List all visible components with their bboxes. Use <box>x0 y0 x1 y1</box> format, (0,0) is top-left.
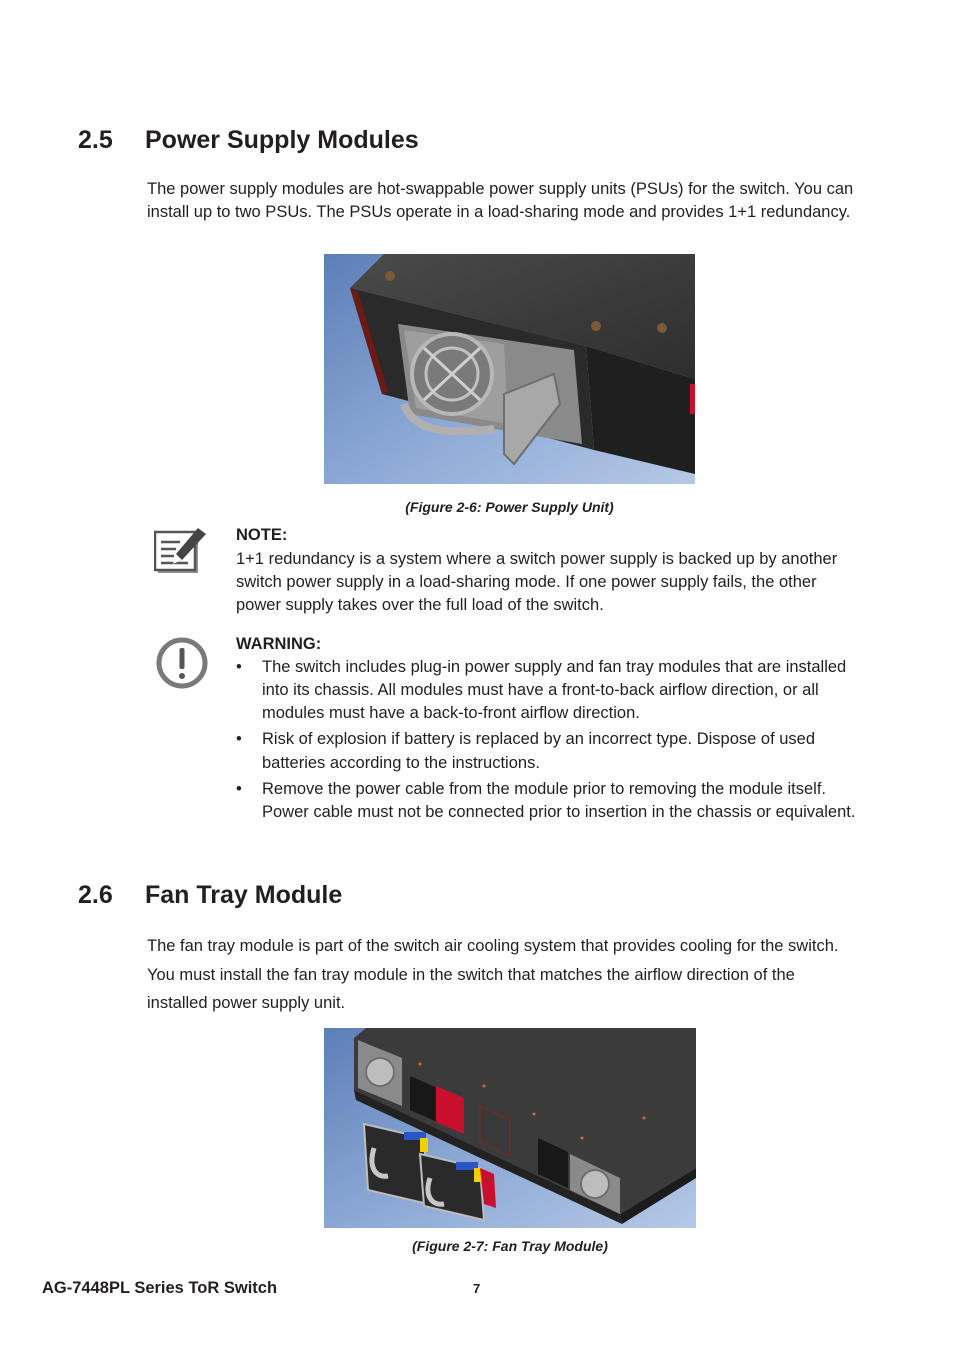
warning-item-text: Risk of explosion if battery is replaced by an incorrect type. Dispose of used batteries according to the instructions. <box>262 730 816 772</box>
note-icon-wrapper <box>154 527 210 577</box>
list-item <box>236 656 866 726</box>
fan-figure-caption: (Figure 2-7: Fan Tray Module) <box>412 1238 608 1254</box>
warning-item-text: Remove the power cable from the module prior to removing the module itself. Power cable must not be connected prior to insertion in the chassis or equivalent. <box>262 779 856 821</box>
psu-figure <box>324 254 695 484</box>
exclamation-circle-icon <box>155 636 209 690</box>
list-item <box>236 728 866 774</box>
fan-figure <box>324 1028 696 1228</box>
section-heading-fan <box>78 881 342 910</box>
section-number: 2.5 <box>78 126 113 154</box>
section-title: Power Supply Modules <box>145 126 419 154</box>
warning-title: WARNING: <box>236 635 322 653</box>
warning-list <box>236 656 866 827</box>
section-number: 2.6 <box>78 881 113 909</box>
footer-product-name: AG-7448PL Series ToR Switch <box>42 1279 278 1297</box>
note-pencil-icon <box>154 527 210 577</box>
bullet: • <box>236 730 242 749</box>
note-text: 1+1 redundancy is a system where a switch power supply is backed up by another switch power supply in a load-sharing mode. If one power supply fails, the other power supply takes over the full load of the switch. <box>236 550 838 615</box>
page-number: 7 <box>473 1281 481 1296</box>
psu-illustration <box>324 254 695 484</box>
bullet: • <box>236 658 242 676</box>
list-item <box>236 778 866 824</box>
warning-item-text: The switch includes plug-in power supply and fan tray modules that are installed into its chassis. All modules must have a front-to-back airflow direction, or all modules must have a back-to-front airflow direction. <box>262 658 847 723</box>
section-title: Fan Tray Module <box>145 881 343 909</box>
fan-tray-illustration <box>324 1028 696 1228</box>
psu-paragraph: The power supply modules are hot-swappable power supply units (PSUs) for the switch. You can install up to two PSUs. The PSUs operate in a load-sharing mode and provides 1+1 redundancy. <box>147 180 854 222</box>
note-title: NOTE: <box>236 526 288 544</box>
bullet: • <box>236 779 242 798</box>
section-heading-psu <box>78 126 419 155</box>
psu-figure-caption: (Figure 2-6: Power Supply Unit) <box>405 499 614 515</box>
warning-icon-wrapper <box>155 636 209 690</box>
fan-paragraph: The fan tray module is part of the switch air cooling system that provides cooling for the switch. You must install the fan tray module in the switch that matches the airflow direction of the installed power supply unit. <box>147 937 839 1013</box>
